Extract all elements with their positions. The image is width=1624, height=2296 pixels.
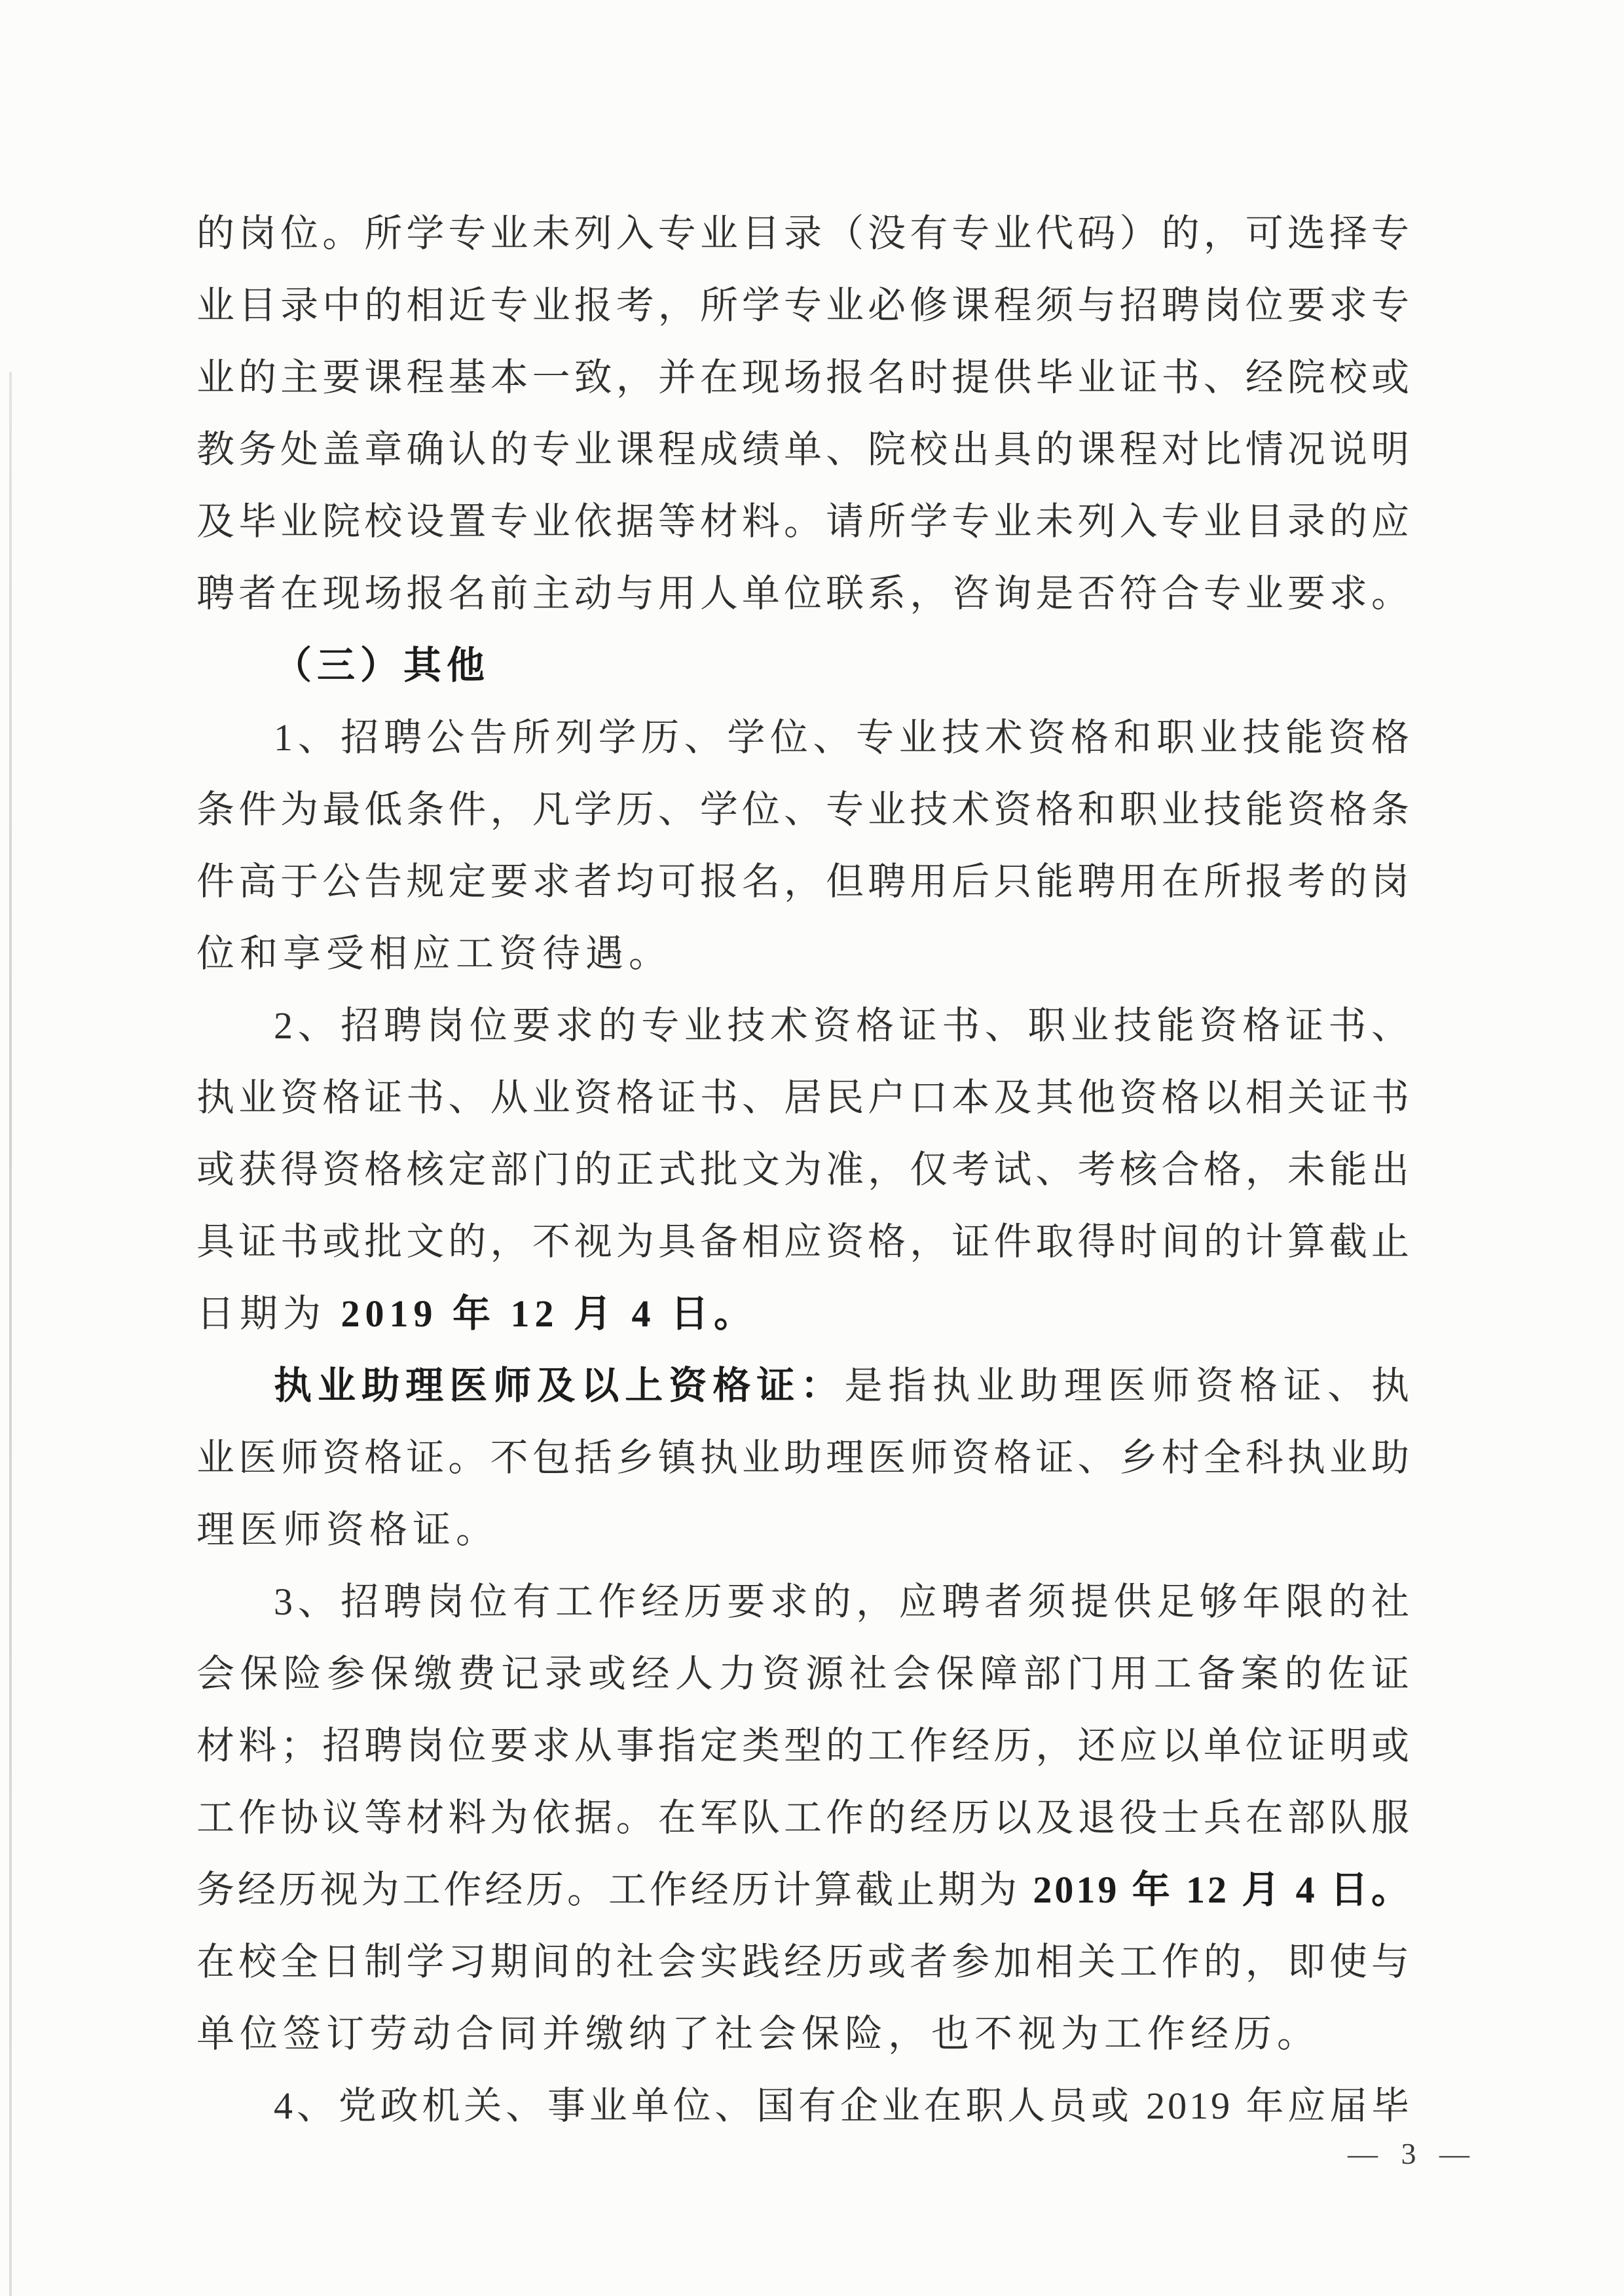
text-segment: 会保险参保缴费记录或经人力资源社会保障部门用工备案的佐证: [196, 1652, 1412, 1695]
text-segment: 执业资格证书、从业资格证书、居民户口本及其他资格以相关证书: [196, 1076, 1412, 1119]
text-line: [196, 990, 1412, 1062]
text-line: [196, 1566, 1412, 1638]
text-line: [196, 1854, 1412, 1926]
text-segment: 的岗位。所学专业未列入专业目录（没有专业代码）的，可选择专: [196, 212, 1412, 255]
text-segment: 务经历视为工作经历。工作经历计算截止期为: [196, 1868, 1033, 1911]
text-segment: 3、招聘岗位有工作经历要求的，应聘者须提供足够年限的社: [274, 1580, 1412, 1623]
text-line: [196, 1638, 1412, 1710]
text-segment: 4、党政机关、事业单位、国有企业在职人员或 2019 年应届毕: [274, 2085, 1412, 2127]
bold-text-segment: 2019 年 12 月 4 日。: [341, 1292, 758, 1335]
text-segment: 材料；招聘岗位要求从事指定类型的工作经历，还应以单位证明或: [196, 1724, 1412, 1767]
text-segment: 及毕业院校设置专业依据等材料。请所学专业未列入专业目录的应: [196, 500, 1412, 543]
text-line: [196, 1278, 1412, 1350]
text-segment: 件高于公告规定要求者均可报名，但聘用后只能聘用在所报考的岗: [196, 860, 1412, 903]
text-segment: 工作协议等材料为依据。在军队工作的经历以及退役士兵在部队服: [196, 1796, 1412, 1839]
text-segment: 2、招聘岗位要求的专业技术资格证书、职业技能资格证书、: [274, 1004, 1412, 1047]
text-line: [196, 1710, 1412, 1782]
scan-artifact-line: [9, 372, 12, 2296]
text-segment: 业目录中的相近专业报考，所学专业必修课程须与招聘岗位要求专: [196, 284, 1412, 327]
text-line: [196, 1494, 1412, 1566]
text-segment: 理医师资格证。: [196, 1508, 500, 1551]
page-number: — 3 —: [1348, 2137, 1477, 2170]
bold-text-segment: （三）其他: [274, 644, 490, 687]
text-segment: 条件为最低条件，凡学历、学位、专业技术资格和职业技能资格条: [196, 788, 1412, 831]
text-segment: 1、招聘公告所列学历、学位、专业技术资格和职业技能资格: [274, 716, 1412, 759]
document-text: [196, 198, 1412, 2142]
text-line: [196, 486, 1412, 558]
text-segment: 或获得资格核定部门的正式批文为准，仅考试、考核合格，未能出: [196, 1148, 1412, 1191]
bold-text-segment: 2019 年 12 月 4 日。: [1033, 1868, 1412, 1911]
text-segment: 在校全日制学习期间的社会实践经历或者参加相关工作的，即使与: [196, 1941, 1412, 1983]
text-line: [196, 1134, 1412, 1206]
text-line: [196, 1422, 1412, 1494]
text-segment: 业医师资格证。不包括乡镇执业助理医师资格证、乡村全科执业助: [196, 1436, 1412, 1479]
text-line: [196, 1062, 1412, 1134]
text-line: [196, 270, 1412, 342]
text-segment: 具证书或批文的，不视为具备相应资格，证件取得时间的计算截止: [196, 1220, 1412, 1263]
text-segment: 位和享受相应工资待遇。: [196, 932, 673, 975]
text-line: [196, 702, 1412, 774]
text-line: [196, 198, 1412, 270]
text-line: [196, 558, 1412, 630]
text-segment: 聘者在现场报名前主动与用人单位联系，咨询是否符合专业要求。: [196, 572, 1412, 615]
text-segment: 业的主要课程基本一致，并在现场报名时提供毕业证书、经院校或: [196, 356, 1412, 399]
text-line: [196, 414, 1412, 486]
text-line: [196, 1782, 1412, 1854]
text-line: [196, 1926, 1412, 1998]
text-line: [196, 2070, 1412, 2142]
text-line: [196, 774, 1412, 846]
bold-text-segment: 执业助理医师及以上资格证：: [274, 1364, 845, 1407]
text-line: [196, 846, 1412, 918]
text-line: [196, 1206, 1412, 1278]
text-segment: 单位签订劳动合同并缴纳了社会保险，也不视为工作经历。: [196, 2013, 1321, 2055]
text-segment: 是指执业助理医师资格证、执: [844, 1364, 1412, 1407]
text-line: [196, 1998, 1412, 2070]
text-line: [196, 630, 1412, 702]
text-line: [196, 1350, 1412, 1422]
text-segment: 教务处盖章确认的专业课程成绩单、院校出具的课程对比情况说明: [196, 428, 1412, 471]
text-line: [196, 918, 1412, 990]
text-line: [196, 342, 1412, 414]
text-segment: 日期为: [196, 1292, 341, 1335]
